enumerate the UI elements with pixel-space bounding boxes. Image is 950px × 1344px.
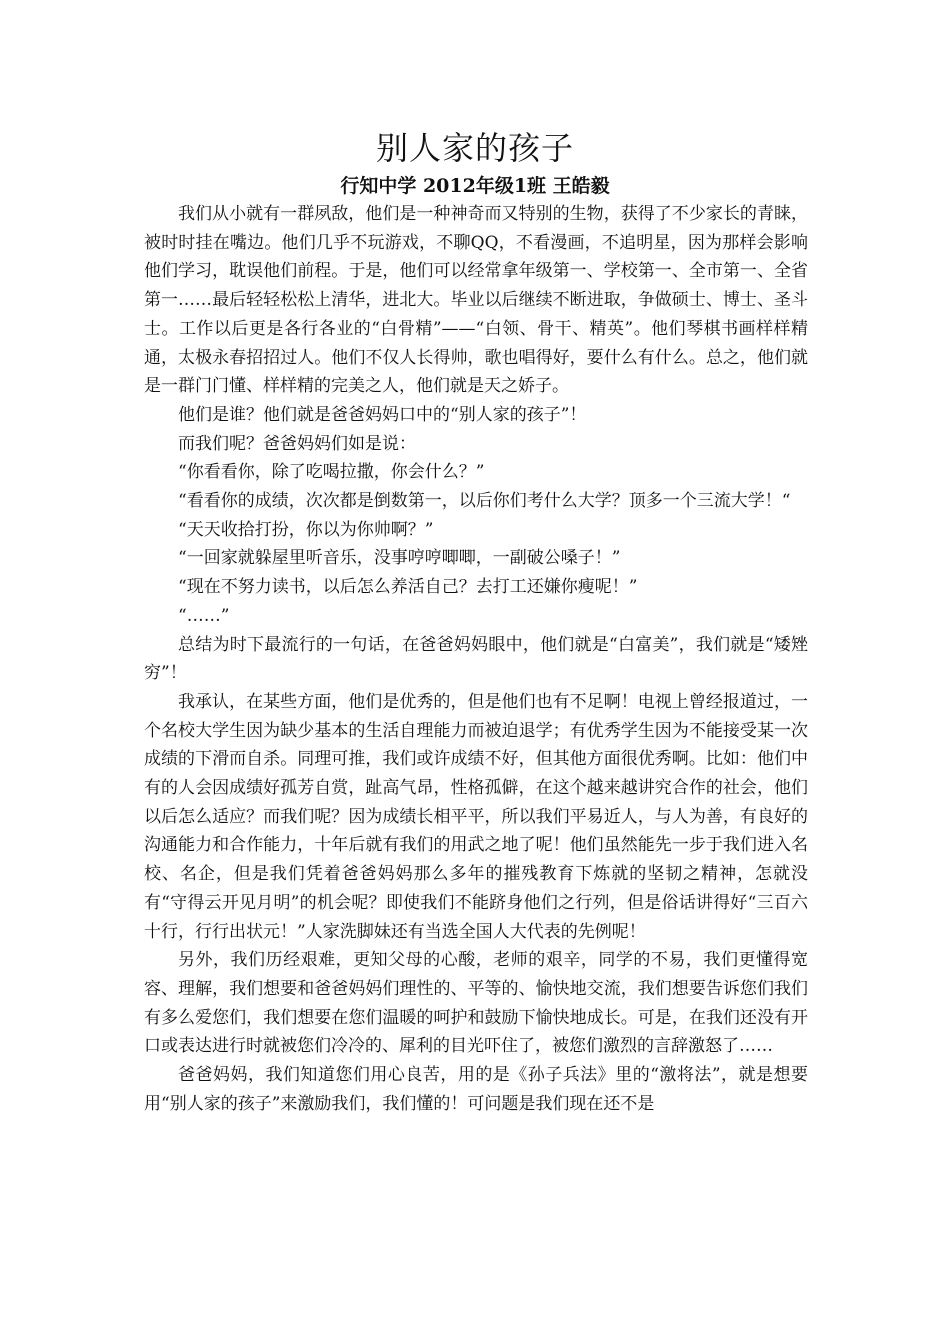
essay-body [144, 200, 808, 1119]
quote-paragraph: “看看你的成绩，次次都是倒数第一，以后你们考什么大学？顶多一个三流大学！“ [178, 491, 791, 512]
quote-paragraph: “现在不努力读书，以后怎么养活自己？去打工还嫌你瘦呢！” [178, 577, 638, 598]
paragraph: 爸爸妈妈，我们知道您们用心良苦，用的是《孙子兵法》里的“激将法”，就是想要用“别人家的孩子”来激励我们，我们懂的！可问题是我们现在还不是 [144, 1065, 808, 1114]
paragraph: 他们是谁？他们就是爸爸妈妈口中的“别人家的孩子”！ [178, 404, 587, 425]
author-byline: 行知中学 2012年级1班 王皓毅 [340, 175, 610, 197]
quote-paragraph: “你看看你，除了吃喝拉撒，你会什么？” [178, 462, 485, 483]
quote-paragraph: “……” [178, 605, 230, 626]
paragraph: 我们从小就有一群夙敌，他们是一种神奇而又特别的生物，获得了不少家长的青睐，被时时挂在嘴边。他们几乎不玩游戏，不聊QQ，不看漫画，不追明星，因为那样会影响他们学习，耽误他们前程。于是，他们可以经常拿年级第一、学校第一、全市第一、全省第一……最后轻轻松松上清华，进北大。毕业以后继续不断进取，争做硕士、博士、圣斗士。工作以后更是各行各业的“白骨精”——“白领、骨干、精英”。他们琴棋书画样样精通，太极永春招招过人。他们不仅人长得帅，歌也唱得好，要什么有什么。总之，他们就是一群门门懂、样样精的完美之人，他们就是天之娇子。 [144, 204, 808, 397]
paragraph: 另外，我们历经艰难，更知父母的心酸，老师的艰辛，同学的不易，我们更懂得宽容、理解，我们想要和爸爸妈妈们理性的、平等的、愉快地交流，我们想要告诉您们我们有多么爱您们，我们想要在您们温暖的呵护和鼓励下愉快地成长。可是，在我们还没有开口或表达进行时就被您们冷冷的、犀利的目光吓住了，被您们激烈的言辞激怒了…… [144, 950, 808, 1057]
paragraph: 我承认，在某些方面，他们是优秀的，但是他们也有不足啊！电视上曾经报道过，一个名校大学生因为缺少基本的生活自理能力而被迫退学；有优秀学生因为不能接受某一次成绩的下滑而自杀。同理可推，我们或许成绩不好，但其他方面很优秀啊。比如：他们中有的人会因成绩好孤芳自赏，趾高气昂，性格孤僻，在这个越来越讲究合作的社会，他们以后怎么适应？而我们呢？因为成绩长相平平，所以我们平易近人，与人为善，有良好的沟通能力和合作能力，十年后就有我们的用武之地了呢！他们虽然能先一步于我们进入名校、名企，但是我们凭着爸爸妈妈那么多年的摧残教育下炼就的坚韧之精神，怎就没有“守得云开见月明”的机会呢？即使我们不能跻身他们之行列，但是俗话讲得好“三百六十行，行行出状元！”人家洗脚妹还有当选全国人大代表的先例呢！ [144, 691, 808, 942]
paragraph: 而我们呢？爸爸妈妈们如是说： [178, 433, 416, 454]
document-title: 别人家的孩子 [375, 129, 574, 167]
quote-paragraph: “一回家就躲屋里听音乐，没事哼哼唧唧，一副破公嗓子！” [178, 548, 621, 569]
quote-paragraph: “天天收拾打扮，你以为你帅啊？” [178, 519, 434, 540]
paragraph: 总结为时下最流行的一句话，在爸爸妈妈眼中，他们就是“白富美”，我们就是“矮矬穷”！ [144, 634, 808, 684]
